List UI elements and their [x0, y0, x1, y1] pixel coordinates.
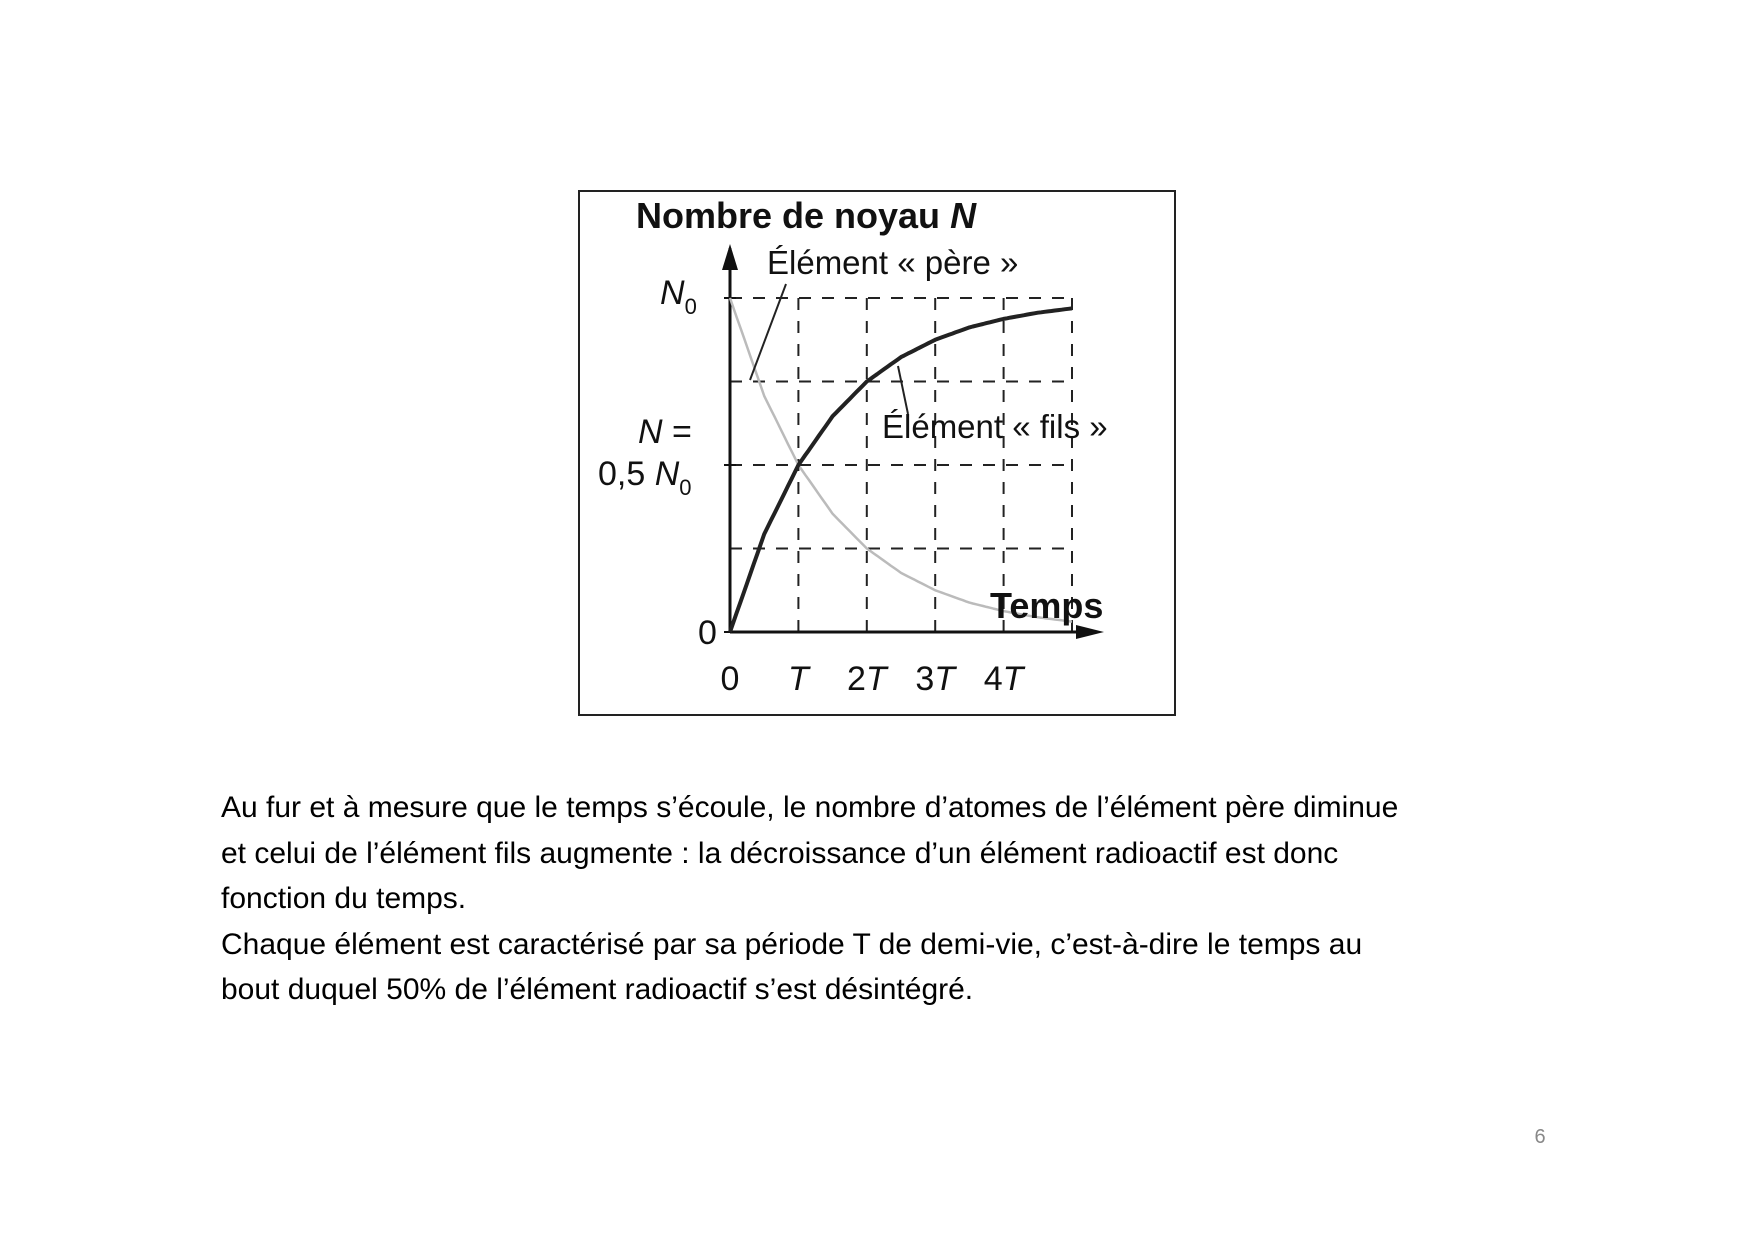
series-line-fils	[730, 308, 1072, 632]
x-axis-arrow	[1076, 625, 1104, 639]
explanation-text	[221, 785, 1621, 1013]
x-tick-label-4: 4T	[983, 660, 1024, 698]
x-tick-labels	[721, 660, 1026, 698]
y-tick-label-half-bottom: 0,5 $N_0$	[598, 455, 692, 500]
legend-label-pere: Élément « père »	[767, 244, 1019, 281]
x-tick-label-2: 2T	[846, 660, 887, 698]
x-axis-label: Temps	[990, 585, 1104, 626]
paragraph-line-1: Au fur et à mesure que le temps s’écoule, le nombre d’atomes de l’élément père diminue	[221, 791, 1399, 824]
y-axis-arrow	[722, 244, 738, 270]
leader-line-fils	[898, 366, 908, 414]
y-tick-labels	[598, 274, 717, 652]
paragraph-line-5: bout duquel 50% de l’élément radioactif s’est désintégré.	[221, 973, 974, 1006]
paragraph-line-2: et celui de l’élément fils augmente : la décroissance d’un élément radioactif est donc	[221, 836, 1339, 870]
radioactive-decay-figure	[578, 190, 1176, 716]
legend-label-fils: Élément « fils »	[882, 408, 1108, 445]
chart-title: Nombre de noyau N	[636, 195, 977, 236]
x-tick-label-3: 3T	[915, 660, 956, 698]
page-number: 6	[1534, 1126, 1546, 1148]
paragraph-line-4: Chaque élément est caractérisé par sa période T de demi-vie, c’est-à-dire le temps au	[221, 927, 1363, 961]
series-line-pere	[730, 298, 1072, 622]
x-tick-label-1: T	[788, 660, 809, 698]
decay-chart	[580, 192, 1178, 718]
y-tick-label-half-top: N =	[638, 413, 692, 451]
y-tick-label-0: 0	[698, 614, 717, 652]
paragraph-line-3: fonction du temps.	[221, 882, 467, 915]
y-tick-label-2: $N_0$	[660, 274, 697, 319]
grid-lines	[730, 298, 1072, 632]
x-tick-label-0: 0	[720, 660, 740, 698]
